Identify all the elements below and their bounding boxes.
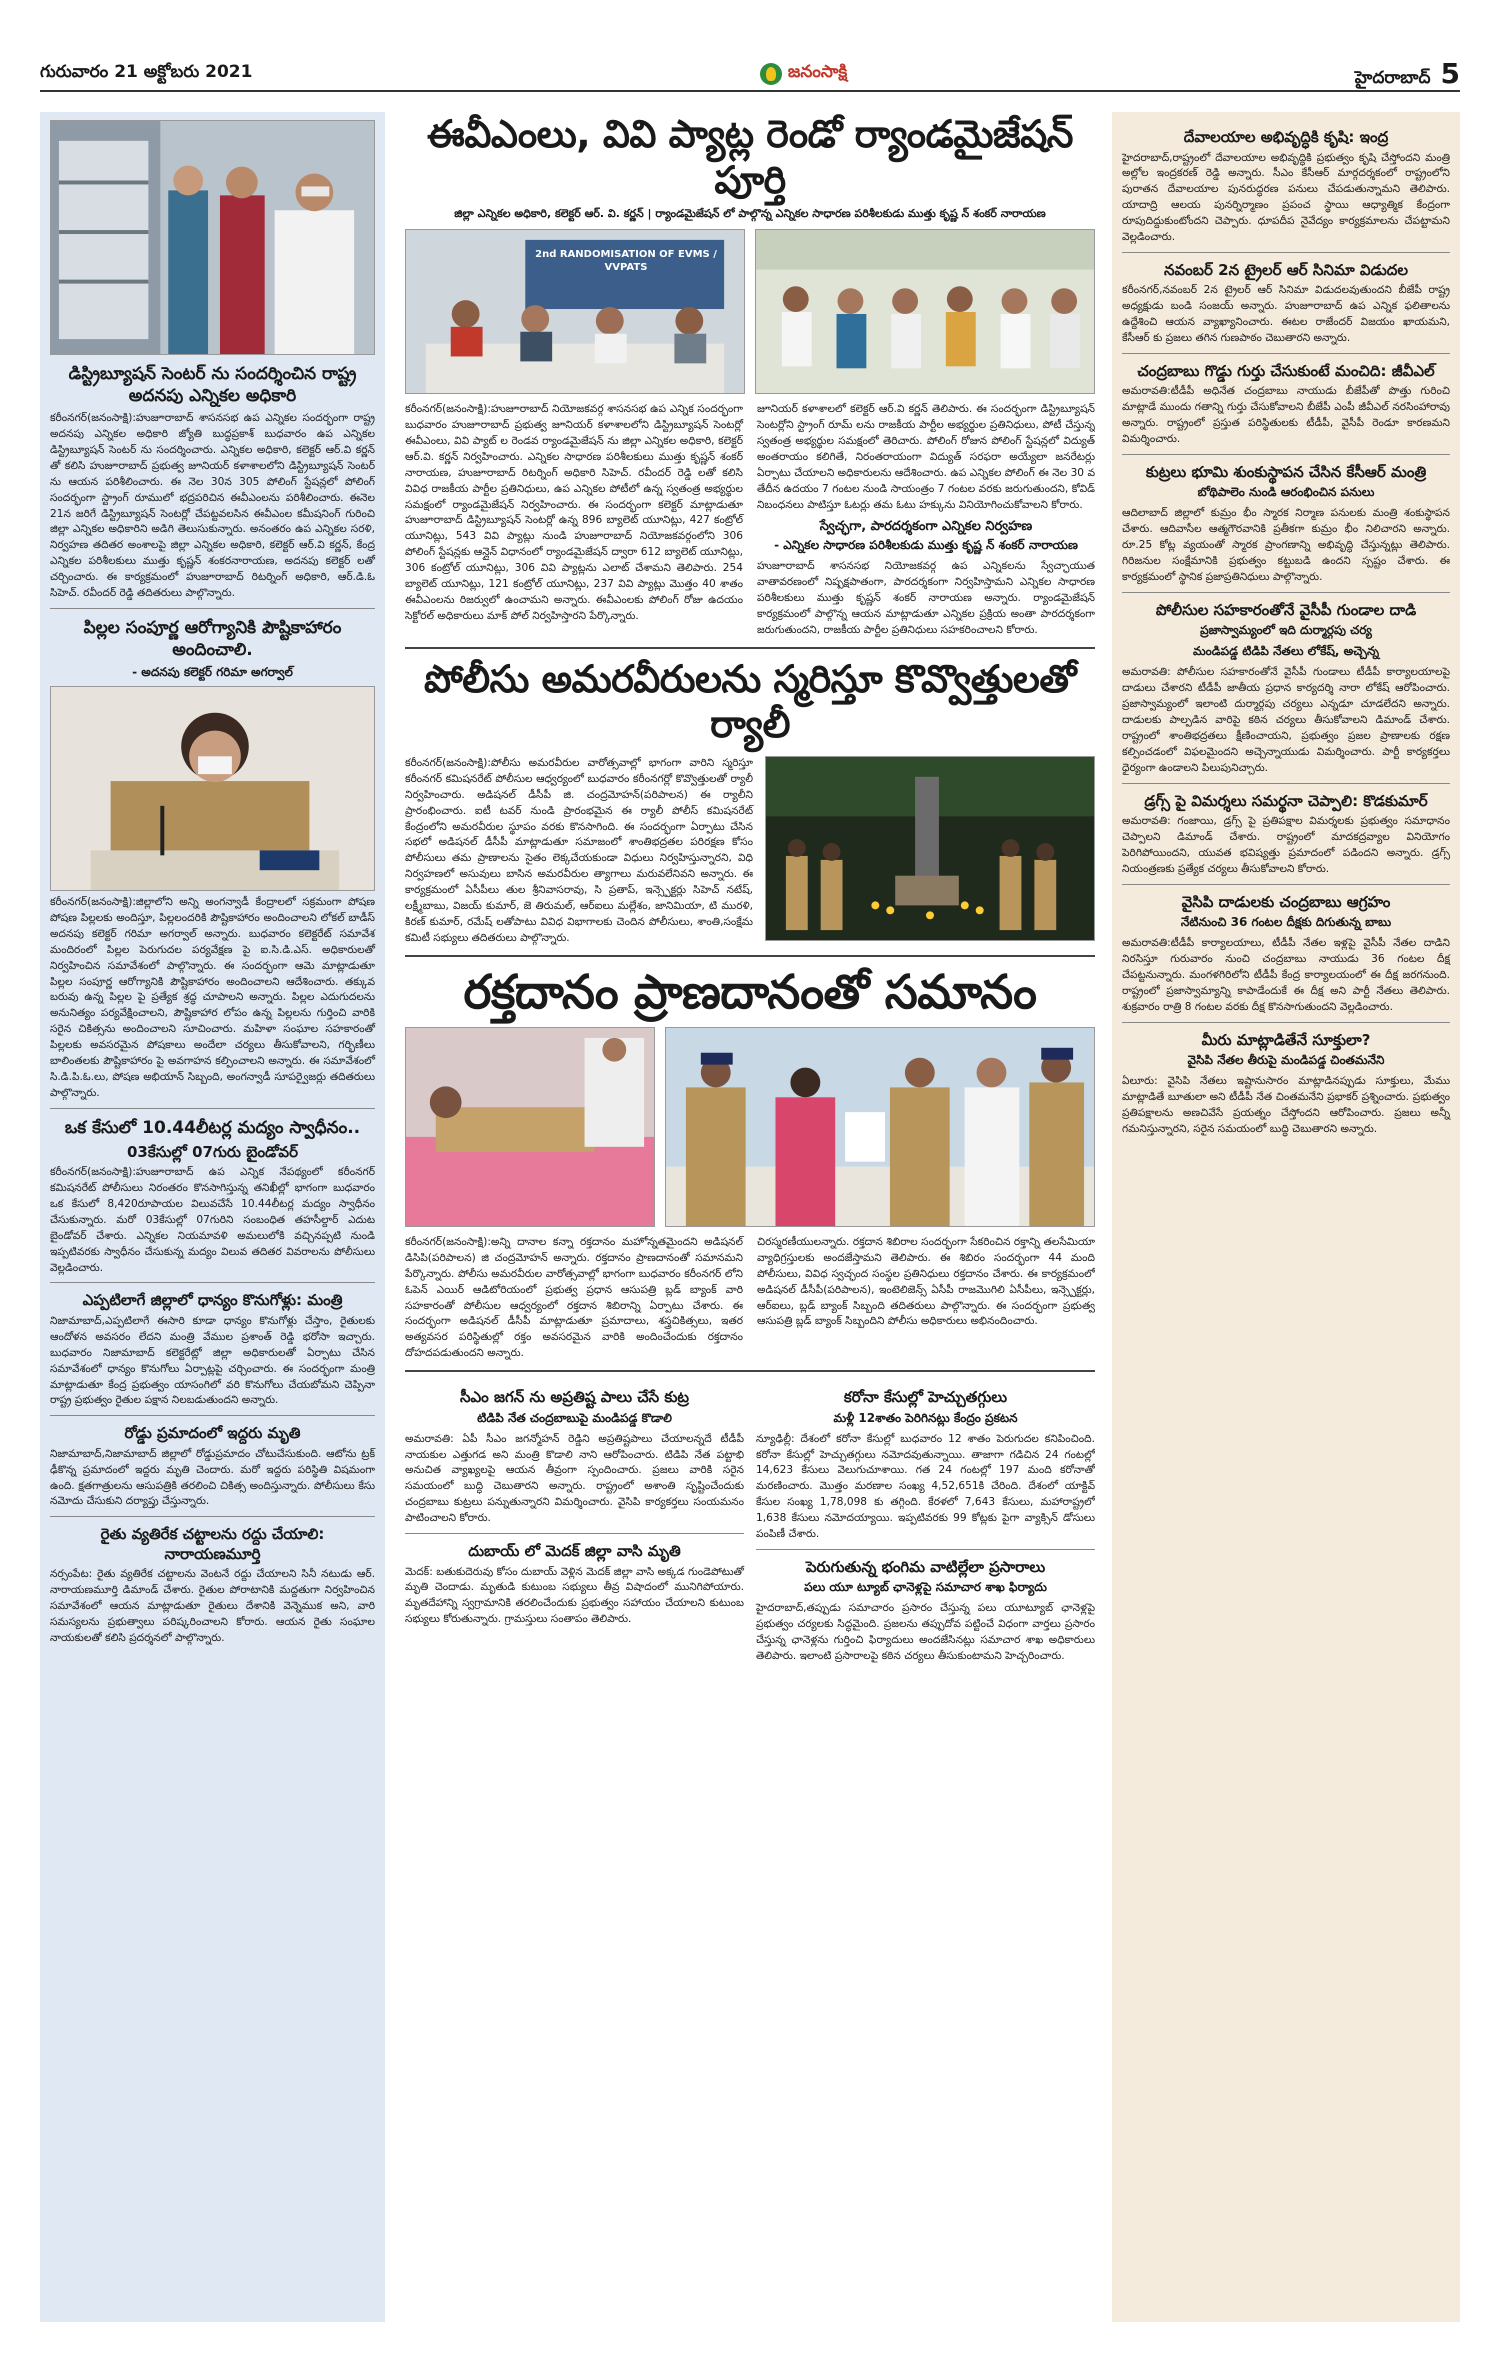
story-body: కరీంనగర్(జనంసాక్షి):జిల్లాలోని అన్ని అంగన్వాడీ కేంద్రాలలో సక్రమంగా పోషణ పోషణ పిల్లలకు అందిస్తూ, పిల్లలందరికి పౌష్టికాహారం అందించాలని లోకల్ బాడీస్ అదనపు కలెక్టర్ గరిమా అగర్వాల్ అన్నారు. బుధవారం కలెక్టరేట్ సమావేశ మందిరంలో పిల్లల పెరుగుదల పర్యవేక్షణ పై ఐ.సి.డి.ఎస్. అధికారులతో నిర్వహించిన సమావేశంలో పాల్గొన్నారు. ఈ సందర్భంగా ఆమె మాట్లాడుతూ పిల్లల సంపూర్ణ ఆరోగ్యానికి పౌష్టికాహారం అందించాలని ఆదేశించారు. తక్కువ బరువు ఉన్న పిల్లల పై ప్రత్యేక శ్రద్ధ చూపాలని అన్నారు. పిల్లల ఎదుగుదలను అనునిత్యం పర్యవేక్షించాలని, పౌష్టికాహార లోపం ఉన్న పిల్లలను గుర్తించి వారికి సరైన చికిత్సను అందించాలని సూచించారు. మహిళా సంఘాల సహకారంతో పిల్లలకు అవసరమైన పోషకాలు అందేలా చర్యలు తీసుకోవాలని, గర్భిణీలు బాలింతలకు పౌష్టికాహారం పై అవగాహన కల్పించాలని అన్నారు. ఈ సమావేశంలో సి.డి.పి.ఓ.లు, పోషణ అభియాన్ సిబ్బంది, అంగన్వాడీ సూపర్వైజర్లు తదితరులు పాల్గొన్నారు.: [50, 896, 375, 1099]
photo-randomisation-meeting: [405, 229, 745, 394]
candle-rally-story: [405, 756, 1095, 947]
right-column: [1112, 112, 1460, 2322]
story-body: అమరావతి:టీడీపీ కార్యాలయాలు, టీడీపీ నేతల ఇళ్లపై వైసీపీ నేతల దాడిని నిరసిస్తూ గురువారం నుంచి చంద్రబాబు నాయుడు 36 గంటల దీక్ష చేపట్టనున్నారు. మంగళగిరిలోని టీడీపీ కేంద్ర కార్యాలయంలో ఈ దీక్ష జరగనుంది. రాష్ట్రంలో ప్రజాస్వామ్యాన్ని కాపాడేందుకే ఈ దీక్ష అని పార్టీ నేతలు తెలిపారు. శుక్రవారం రాత్రి 8 గంటల వరకు దీక్ష కొనసాగుతుందని వెల్లడించారు.: [1122, 937, 1450, 1013]
story-headline: ఎప్పటిలాగే జిల్లాలో ధాన్యం కొనుగోళ్లు: మంత్రి: [82, 1291, 343, 1310]
story-body: హైదరాబాద్,రాష్ట్రంలో దేవాలయాల అభివృద్ధికి ప్రభుత్వం కృషి చేస్తోందని మంత్రి అల్లోల ఇంద్రకరణ్ రెడ్డి అన్నారు. సీఎం కేసీఆర్ మార్గదర్శకంలో రాష్ట్రంలోని పురాతన దేవాలయాల పునరుద్ధరణ పనులు చేపడుతున్నామని తెలిపారు. యాదాద్రి ఆలయ పునర్నిర్మాణం ప్రపంచ స్థాయి ఆధ్యాత్మిక కేంద్రంగా రూపుదిద్దుకుంటోందని చెప్పారు. ధూపదీప నైవేద్యం కార్యక్రమాలను చేపట్టామని వెల్లడించారు.: [1122, 151, 1450, 243]
divider: [50, 1415, 375, 1416]
story-headline: రక్తదానం ప్రాణదానంతో సమానం: [463, 964, 1037, 1020]
story-body: కరీంనగర్(జనంసాక్షి):అన్ని దానాల కన్నా రక్తదానం మహోన్నతమైందని అడిషనల్ డిసిపి(పరిపాలన) జి చంద్రమోహన్ అన్నారు. రక్తదానం ప్రాణదానంతో సమానమని పేర్కొన్నారు. పోలీసు అమరవీరుల వారోత్సవాల్లో భాగంగా బుధవారం కరీంనగర్ లోని ఓపెన్ ఎయిర్ ఆడిటోరియంలో ప్రభుత్వ ప్రధాన ఆసుపత్రి బ్లడ్ బ్యాంక్ వారి సహకారంతో పోలీసుల ఆధ్వర్యంలో రక్తదాన శిబిరాన్ని ఏర్పాటు చేశారు. ఈ సందర్భంగా అడిషనల్ డీసీపీ మాట్లాడుతూ ప్రమాదాలు, శస్త్రచికిత్సలు, ఇతర అత్యవసర పరిస్థితుల్లో రక్తం అవసరమైన వారికి అందించేందుకు రక్తదానం దోహదపడుతుందని అన్నారు.: [405, 1236, 743, 1360]
logo-text: జనంసాక్షి: [787, 62, 848, 82]
story-body: నిజామాబాద్,ఎప్పటిలాగే ఈసారి కూడా ధాన్యం కొనుగోళ్లు చేస్తాం, రైతులకు ఆందోళన అవసరం లేదని మంత్రి వేముల ప్రశాంత్ రెడ్డి భరోసా ఇచ్చారు. బుధవారం నిజామాబాద్ కలెక్టరేట్లో జిల్లా అధికారులతో ఏర్పాటు చేసిన సమావేశంలో ధాన్యం కొనుగోలు ఏర్పాట్లపై చర్చించారు. ఈ సందర్భంగా మంత్రి మాట్లాడుతూ కేంద్ర ప్రభుత్వం యాసంగిలో వరి కొనుగోలు చేయబోమని చెప్పినా రాష్ట్ర ప్రభుత్వం రైతుల పక్షాన నిలబడుతుందని అన్నారు.: [50, 1314, 375, 1407]
divider: [1122, 1022, 1450, 1023]
story-body: నిజామాబాద్,నిజామాబాద్ జిల్లాలో రోడ్డుప్రమాదం చోటుచేసుకుంది. ఆటోను ట్రక్ ఢీకొన్న ప్రమాదంలో ఇద్దరు మృతి చెందారు. మరో ఇద్దరు పరిస్థితి విషమంగా ఉంది. క్షతగాత్రులను ఆసుపత్రికి తరలించి చికిత్స అందిస్తున్నారు. పోలీసులు కేసు నమోదు చేసుకుని దర్యాప్తు చేస్తున్నారు.: [50, 1447, 375, 1508]
divider: [405, 1370, 1095, 1372]
story-body: న్యూఢిల్లీ: దేశంలో కరోనా కేసుల్లో బుధవారం 12 శాతం పెరుగుదల కనిపించింది. కరోనా కేసుల్లో హెచ్చుతగ్గులు నమోదవుతున్నాయి. తాజాగా గడిచిన 24 గంటల్లో 14,623 కేసులు వెలుగుచూశాయి. గత 24 గంటల్లో 197 మంది కరోనాతో మరణించారు. మొత్తం మరణాల సంఖ్య 4,52,651కి చేరింది. దేశంలో యాక్టివ్ కేసుల సంఖ్య 1,78,098 కు తగ్గింది. కేరళలో 7,643 కేసులు, మహారాష్ట్రలో 1,638 కేసులు నమోదయ్యాయి. ఇప్పటివరకు 99 కోట్లకు పైగా వ్యాక్సిన్ డోసులు పంపిణీ చేశారు.: [756, 1432, 1095, 1540]
story-subheadline: స్వేచ్ఛగా, పారదర్శకంగా ఎన్నికల నిర్వహణ: [819, 519, 1033, 535]
story-body: మెదక్: బతుకుదెరువు కోసం దుబాయ్ వెళ్లిన మెదక్ జిల్లా వాసి అక్కడ గుండెపోటుతో మృతి చెందాడు. మృతుడి కుటుంబ సభ్యులు తీవ్ర విషాదంలో మునిగిపోయారు. మృతదేహాన్ని స్వగ్రామానికి తరలించేందుకు ప్రభుత్వం సహాయం చేయాలని కుటుంబ సభ్యులు కోరుతున్నారు. గ్రామస్తులు సంతాపం తెలిపారు.: [405, 1565, 744, 1626]
left-column: [40, 112, 385, 2322]
lead-headline: ఈవీఎంలు, వివి ప్యాట్ల రెండో ర్యాండమైజేషన్ పూర్తి: [427, 112, 1073, 202]
story-body: హుజూరాబాద్ శాసనసభ నియోజకవర్గ ఉప ఎన్నికలను స్వేచ్ఛాయుత వాతావరణంలో నిష్పక్షపాతంగా, పారదర్శకంగా నిర్వహిస్తామని ఎన్నికల సాధారణ పరిశీలకులు ముత్తు కృష్ణన్ శంకర్ నారాయణ అన్నారు. ర్యాండమైజేషన్ కార్యక్రమంలో పాల్గొన్న ఆయన మాట్లాడుతూ ఎన్నికల ప్రక్రియ అంతా పారదర్శకంగా జరుగుతుందని, రాజకీయ పార్టీల ప్రతినిధులు సహకరించాలని కోరారు.: [757, 560, 1095, 636]
photo-blood-donor: [405, 1027, 655, 1227]
bottom-right-stories: [756, 1380, 1095, 1665]
divider: [1122, 252, 1450, 253]
story-body: జూనియర్ కళాశాలలో కలెక్టర్ ఆర్.వి కర్ణన్ తెలిపారు. ఈ సందర్భంగా డిస్ట్రిబ్యూషన్ సెంటర్లోని స్ట్రాంగ్ రూమ్ లను రాజకీయ పార్టీల అభ్యర్థుల ప్రతినిధులు, పోటీ చేస్తున్న స్వతంత్ర అభ్యర్థుల సమక్షంలో తెరిచారు. పోలింగ్ రోజున పోలింగ్ స్టేషన్లలో విద్యుత్ అంతరాయం కలిగితే, నిరంతరాయంగా విద్యుత్ సరఫరా అయ్యేలా జనరేటర్లు ఏర్పాటు చేయాలని అధికారులను ఆదేశించారు. ఉప ఎన్నికల పోలింగ్ ఈ నెల 30 వ తేదీన ఉదయం 7 గంటల నుండి సాయంత్రం 7 గంటల వరకు జరుగుతుందని, కోవిడ్ నిబంధనలు పాటిస్తూ ఓటర్లు తమ ఓటు హక్కును వినియోగించుకోవాలని కోరారు.: [757, 403, 1095, 511]
masthead: [40, 58, 1460, 92]
blood-donation-photos: [405, 1027, 1095, 1227]
story-headline: దేవాలయాల అభివృద్ధికి కృషి: ఇంద్ర: [1183, 128, 1389, 146]
story-body: అమరావతి: గంజాయి, డ్రగ్స్ పై ప్రతిపక్షాల విమర్శలకు ప్రభుత్వం సమాధానం చెప్పాలని డిమాండ్ చేశారు. రాష్ట్రంలో మాదకద్రవ్యాల వినియోగం పెరిగిపోయిందని, యువత భవిష్యత్తు ప్రమాదంలో పడిందని అన్నారు. డ్రగ్స్ నియంత్రణకు ప్రత్యేక చర్యలు తీసుకోవాలని కోరారు.: [1122, 815, 1450, 875]
story-headline: కుట్రలు భూమి శుంకుస్థాపన చేసిన కేసీఆర్ మంత్రి: [1145, 462, 1427, 481]
story-body: కరీంనగర్(జనంసాక్షి):పోలీసు అమరవీరుల వారోత్సవాల్లో భాగంగా వారిని స్మరిస్తూ కరీంనగర్ కమిషనరేట్ పోలీసుల ఆధ్వర్యంలో బుధవారం కరీంనగర్లో కొవ్వొత్తులతో ర్యాలీ నిర్వహించారు. అడిషనల్ డీసీపీ జి. చంద్రమోహన్(పరిపాలన) ఈ ర్యాలీని ప్రారంభించారు. ఐటీ టవర్ నుండి ప్రారంభమైన ఈ ర్యాలీ పోలీస్ కమిషనరేట్ కేంద్రంలోని అమరవీరుల స్థూపం వరకు కొనసాగింది. ఈ సందర్భంగా ఏర్పాటు చేసిన సభలో అడిషనల్ డీసీపీ మాట్లాడుతూ సమాజంలో శాంతిభద్రతల పరిరక్షణ కోసం పోలీసులు తమ ప్రాణాలను సైతం లెక్కచేయకుండా విధులు నిర్వహిస్తున్నారని, విధి నిర్వహణలో అసువులు బాసిన అమరవీరుల త్యాగాలు మరువలేనివని అన్నారు. ఈ కార్యక్రమంలో ఏసీపీలు తుల శ్రీనివాసరావు, సి ప్రతాప్, ఇన్స్పెక్టర్లు సిహెచ్ నటేష్, లక్ష్మీబాబు, విజయ్ కుమార్, జె తిరుమల్, ఆర్ఐలు మల్లేశం, జానిమియా, టి మురళి, కిరణ్ కుమార్, రమేష్ లతోపాటు వివిధ విభాగాలకు చెందిన పోలీసులు, శాంతి,సంక్షేమ కమిటీ సభ్యులు తదితరులు పాల్గొన్నారు.: [405, 756, 753, 944]
divider: [1122, 454, 1450, 455]
logo-icon: [760, 63, 782, 85]
divider: [50, 608, 375, 609]
story-headline: డ్రగ్స్ పై విమర్శలు సమర్థనా చెప్పాలి: కొడకుమార్: [1144, 791, 1428, 810]
story-headline: కరోనా కేసుల్లో హెచ్చుతగ్గులు: [843, 1388, 1008, 1407]
story-headline: నవంబర్ 2న ట్రైలర్ ఆర్ సినిమా విడుదల: [1163, 260, 1409, 279]
divider: [1122, 353, 1450, 354]
edition-city: హైదరాబాద్: [1354, 67, 1431, 88]
blood-donation-body: [405, 1235, 1095, 1362]
story-headline: పోలీసుల సహకారంతోనే వైసీపీ గుండాల దాడి: [1155, 600, 1417, 619]
story-headline: రోడ్డు ప్రమాదంలో ఇద్దరు మృతి: [124, 1424, 301, 1443]
story-body: హైదరాబాద్,తప్పుడు సమాచారం ప్రసారం చేస్తున్న పలు యూట్యూబ్ ఛానెళ్లపై ప్రభుత్వం చర్యలకు సిద్ధమైంది. ప్రజలను తప్పుదోవ పట్టించే విధంగా వార్తలు ప్రసారం చేస్తున్న ఛానెళ్లను గుర్తించి ఫిర్యాదులు అందజేసినట్లు సమాచార శాఖ అధికారులు తెలిపారు. ఇలాంటి ప్రసారాలపై కఠిన చర్యలు తీసుకుంటామని హెచ్చరించారు.: [756, 1602, 1095, 1663]
divider: [756, 1549, 1095, 1550]
story-byline: మండిపడ్డ టిడిపి నేతలు లోకేష్, అచ్చెన్న: [1192, 644, 1380, 659]
story-headline: పిల్లల సంపూర్ణ ఆరోగ్యానికి పౌష్టికాహారం అందించాలి.: [83, 617, 342, 660]
story-body: కరీంనగర్,నవంబర్ 2న ట్రైలర్ ఆర్ సినిమా విడుదలవుతుందని బీజేపీ రాష్ట్ర అధ్యక్షుడు బండి సంజయ్ అన్నారు. హుజూరాబాద్ ఉప ఎన్నిక ఫలితాలను ఉద్దేశించి ఆయన వ్యాఖ్యానించారు. ఈటల రాజేందర్ విజయం ఖాయమని, కేసీఆర్ కు ప్రజలు తగిన గుణపాఠం చెబుతారని అన్నారు.: [1122, 284, 1450, 345]
story-headline: మీరు మాట్లాడితేనే సూక్తులా?: [1201, 1030, 1371, 1049]
story-headline: డిస్ట్రిబ్యూషన్ సెంటర్ ను సందర్శించిన రాష్ట్ర అదనపు ఎన్నికల అధికారి: [68, 364, 357, 407]
story-headline: రైతు వ్యతిరేక చట్టాలను రద్దు చేయాలి: నారాయణమూర్తి: [100, 1525, 325, 1563]
story-headline: పెరుగుతున్న భంగిమ వాటిల్లేలా ప్రసారాలు: [805, 1557, 1046, 1576]
divider: [405, 955, 1095, 957]
lead-photos: [405, 229, 1095, 394]
story-body: ఆదిలాబాద్ జిల్లాలో కుమ్రం భీం స్మారక నిర్మాణ పనులకు మంత్రి శంకుస్థాపన చేశారు. ఆదివాసీల ఆత్మగౌరవానికి ప్రతీకగా కుమ్రం భీం నిలిచారని అన్నారు. రూ.25 కోట్ల వ్యయంతో స్మారక ప్రాంగణాన్ని అభివృద్ధి చేస్తున్నట్లు తెలిపారు. గిరిజనుల సంక్షేమానికి ప్రభుత్వం కట్టుబడి ఉందని స్పష్టం చేశారు. ఈ కార్యక్రమంలో స్థానిక ప్రజాప్రతినిధులు పాల్గొన్నారు.: [1122, 507, 1450, 584]
story-subheadline: పలు యూ ట్యూబ్ ఛానెళ్లపై సమాచార శాఖ ఫిర్యాదు: [804, 1580, 1047, 1595]
story-subheadline: మళ్లీ 12శాతం పెరిగినట్లు కేంద్రం ప్రకటన: [833, 1410, 1018, 1425]
photo-distribution-center: [50, 120, 375, 355]
story-body: అమరావతి: పోలీసుల సహకారంతోనే వైసీపీ గుండాలు టీడీపీ కార్యాలయాలపై దాడులు చేశారని టీడీపీ జాతీయ ప్రధాన కార్యదర్శి నారా లోకేష్ ఆరోపించారు. ప్రజాస్వామ్యంలో ఇలాంటి దుర్మార్గపు చర్యలు ఎన్నడూ చూడలేదని అన్నారు. దాడులకు పాల్పడిన వారిపై కఠిన చర్యలు తీసుకోవాలని డిమాండ్ చేశారు. రాష్ట్రంలో శాంతిభద్రతలు క్షీణించాయని, ప్రభుత్వం ప్రజల ప్రాణాలకు రక్షణ కల్పించడంలో విఫలమైందని అచ్చెన్నాయుడు విమర్శించారు. పార్టీ కార్యకర్తలు ధైర్యంగా ఉండాలని పిలుపునిచ్చారు.: [1122, 666, 1450, 774]
story-headline: పోలీసు అమరవీరులను స్మరిస్తూ కొవ్వొత్తులతో ర్యాలీ: [424, 656, 1076, 747]
divider: [405, 647, 1095, 649]
story-body: అమరావతి:టీడీపీ అధినేత చంద్రబాబు నాయుడు బీజేపీతో పొత్తు గురించి మాట్లాడే ముందు గతాన్ని గుర్తు చేసుకోవాలని బీజేపీ ఎంపీ జీవీఎల్ నరసింహారావు అన్నారు. రాష్ట్రంలో ప్రస్తుత పరిస్థితులకు టీడీపీ, వైసీపీ రెండూ కారణమని విమర్శించారు.: [1122, 385, 1450, 446]
divider: [1122, 783, 1450, 784]
page-number: 5: [1440, 56, 1460, 90]
story-subheadline: వైసిపి నేతల తీరుపై మండిపడ్డ చింతమనేని: [1187, 1053, 1385, 1068]
divider: [50, 1516, 375, 1517]
story-headline: సీఎం జగన్ ను అప్రతిష్ట పాలు చేసే కుట్ర: [459, 1388, 689, 1407]
newspaper-logo: [760, 62, 847, 86]
story-body: నర్సంపేట: రైతు వ్యతిరేక చట్టాలను వెంటనే రద్దు చేయాలని సినీ నటుడు ఆర్. నారాయణమూర్తి డిమాండ్ చేశారు. రైతుల పోరాటానికి మద్దతుగా నిర్వహించిన సమావేశంలో ఆయన మాట్లాడుతూ రైతులు దేశానికి వెన్నెముక అని, వారి సమస్యలను ప్రభుత్వాలు పరిష్కరించాలని కోరారు. ఆయన రైతు సంఘాల నాయకులతో కలిసి ప్రదర్శనలో పాల్గొన్నారు.: [50, 1568, 375, 1644]
story-body: కరీంనగర్(జనంసాక్షి):హుజూరాబాద్ ఉప ఎన్నిక నేపథ్యంలో కరీంనగర్ కమిషనరేట్ పోలీసులు నిరంతరం కొనసాగిస్తున్న తనిఖీల్లో భాగంగా బుధవారం ఒక కేసులో 8,420రూపాయల విలువచేసే 10.44లీటర్ల మద్యం స్వాధీనం చేసుకున్నారు. మరో 03కేసుల్లో 07గురిని సంబంధిత తహసీల్దార్ ఎదుట బైండోవర్ చేశారు. ఎన్నికల నియమావళి అమలులోకి వచ్చినప్పటి నుండి ఇప్పటివరకు స్వాధీనం చేసుకున్న మద్యం విలువ తదితర వివరాలను పోలీసులు వెల్లడించారు.: [50, 1166, 375, 1274]
story-subheadline: నేటినుంచి 36 గంటల దీక్షకు దిగుతున్న బాబు: [1180, 915, 1392, 930]
photo-party-representatives: [755, 229, 1095, 394]
story-body: అమరావతి: ఏపీ సీఎం జగన్మోహన్ రెడ్డిని అప్రతిష్టపాలు చేయాలన్నదే టీడీపీ నాయకుల ఎత్తుగడ అని మంత్రి కొడాలి నాని ఆరోపించారు. టిడిపి నేత పట్టాభి అనుచిత వ్యాఖ్యలపై ఆయన తీవ్రంగా స్పందించారు. ప్రజలు వారికి సరైన సమయంలో బుద్ధి చెబుతారని అన్నారు. రాష్ట్రంలో అశాంతి సృష్టించేందుకు చంద్రబాబు కుట్రలు పన్నుతున్నారని విమర్శించారు. వైసిపి కార్యకర్తలు సంయమనం పాటించాలని కోరారు.: [405, 1432, 744, 1525]
divider: [1122, 884, 1450, 885]
divider: [50, 1108, 375, 1109]
lead-story-right: [757, 402, 1095, 639]
story-body: కరీంనగర్(జనంసాక్షి):హుజూరాబాద్ శాసనసభ ఉప ఎన్నికల సందర్భంగా రాష్ట్ర అదనపు ఎన్నికల అధికారి జ్యోతి బుద్ధప్రకాశ్ బుధవారం ఉప ఎన్నికల డిస్ట్రిబ్యూషన్ సెంటర్ ను సందర్శించారు. ఎన్నికల అధికారి, కలెక్టర్ ఆర్.వి కర్ణన్ తో కలిసి హుజూరాబాద్ ప్రభుత్వ జూనియర్ కళాశాలలోని డిస్ట్రిబ్యూషన్ సెంటర్ ను ఆయన పరిశీలించారు. ఈ నెల 30న 305 పోలింగ్ స్టేషన్లలో పోలింగ్ సందర్భంగా స్ట్రాంగ్ రూములో భద్రపరిచిన ఈవీఎంలను పరిశీలించారు. ఈనెల 21న జరిగే డిస్ట్రిబ్యూషన్ సెంటర్లో చేపట్టవలసిన ఈవీఎంల కమీషనింగ్ గురించి జిల్లా ఎన్నికల అధికారిని అడిగి తెలుసుకున్నారు. అనంతరం ఉప ఎన్నికల సరళి, నిర్వహణ తదితర అంశాలపై జిల్లా ఎన్నికల అధికారి, కలెక్టర్ ఆర్.వి కర్ణన్, కేంద్ర ఎన్నికల పరిశీలకులు ముత్తు కృష్ణన్ శంకరనారాయణ, అదనపు కలెక్టర్ లతో చర్చించారు. ఈ కార్యక్రమంలో హుజూరాబాద్ రిటర్నింగ్ అధికారి, ఆర్.డి.ఓ సిహెచ్. రవీందర్ రెడ్డి తదితరులు పాల్గొన్నారు.: [50, 412, 375, 599]
story-byline: - ఎన్నికల సాధారణ పరిశీలకుడు ముత్తు కృష్ణ న్ శంకర్ నారాయణ: [774, 538, 1078, 553]
center-column: [405, 112, 1095, 2322]
story-headline: చంద్రబాబు గొడ్డు గుర్తు చేసుకుంటే మంచిది: జీవీఎల్: [1137, 361, 1435, 380]
bottom-stories: [405, 1380, 1095, 1665]
story-subheadline: టిడిపి నేత చంద్రబాబుపై మండిపడ్డ కొడాలి: [477, 1410, 672, 1425]
story-subheadline: ప్రజాస్వామ్యంలో ఇది దుర్మార్గపు చర్య: [1200, 623, 1372, 638]
story-body: చిరస్మరణీయులన్నారు. రక్తదాన శిబిరాల సందర్భంగా సేకరించిన రక్తాన్ని తలసేమియా వ్యాధిగ్రస్తులకు అందజేస్తామని తెలిపారు. ఈ శిబిరం సందర్భంగా 44 మంది పోలీసులు, వివిధ స్వచ్ఛంద సంస్థల ప్రతినిధులు రక్తదానం చేశారు. ఈ కార్యక్రమంలో అడిషనల్ డీసీపీ(పరిపాలన), ఇంటెలిజెన్స్ ఏసీపీ రాజమొగిలి ఏసీపీలు, ఇన్స్పెక్టర్లు, ఆర్ఐలు, బ్లడ్ బ్యాంక్ సిబ్బంది తదితరులు పాల్గొన్నారు. ఈ సందర్భంగా ప్రభుత్వ ఆసుపత్రి బ్లడ్ బ్యాంక్ సిబ్బందిని పోలీసు అధికారులు అభినందించారు.: [757, 1236, 1095, 1328]
story-body: కరీంనగర్(జనంసాక్షి):హుజూరాబాద్ నియోజకవర్గ శాసనసభ ఉప ఎన్నిక సందర్భంగా బుధవారం హుజూరాబాద్ ప్రభుత్వ జూనియర్ కళాశాలలోని డిస్ట్రిబ్యూషన్ సెంటర్లో ఈవీఎంలు, వివి ప్యాట్ ల రెండవ ర్యాండమైజేషన్ ను జిల్లా ఎన్నికల అధికారి, కలెక్టర్ ఆర్.వి. కర్ణన్ నిర్వహించారు. ఎన్నికల సాధారణ పరిశీలకులు ముత్తు కృష్ణన్ శంకర్ నారాయణ, హుజూరాబాద్ రిటర్నింగ్ అధికారి సిహెచ్. రవీందర్ రెడ్డి లతో కలిసి వివిధ రాజకీయ పార్టీల ప్రతినిధులు, ఉప ఎన్నికల పోటీలో ఉన్న స్వతంత్ర అభ్యర్థుల సమక్షంలో ర్యాండమైజేషన్ నిర్వహించారు. ఈ సందర్భంగా కలెక్టర్ మాట్లాడుతూ హుజూరాబాద్ డిస్ట్రిబ్యూషన్ సెంటర్లో ఉన్న 896 బ్యాలెట్ యూనిట్లు, 427 కంట్రోల్ యూనిట్లు, 543 వివి ప్యాట్లు నుండి హుజూరాబాద్ నియోజకవర్గంలోని 306 పోలింగ్ స్టేషన్లకు ఆన్లైన్ విధానంలో ర్యాండమైజేషన్ ద్వారా 612 బ్యాలెట్ యూనిట్లు, 306 కంట్రోల్ యూనిట్లు, 306 వివి ప్యాట్లను ఎలాట్ చేశామని తెలిపారు. 254 బ్యాలెట్ యూనిట్లు, 121 కంట్రోల్ యూనిట్లు, 237 వివి ప్యాట్లు మొత్తం 40 శాతం ఈవీఎంలను రిజర్వులో ఉంచామని అన్నారు. ఈవీఎంలకు పోలింగ్ రోజు ఉదయం సెక్టోరల్ అధికారులు మాక్ పోల్ నిర్వహిస్తారని పేర్కొన్నారు.: [405, 403, 743, 622]
issue-date: గురువారం 21 అక్టోబరు 2021: [40, 62, 253, 82]
divider: [405, 1533, 744, 1534]
bottom-left-stories: [405, 1380, 744, 1665]
story-headline: ఒక కేసులో 10.44లీటర్ల మద్యం స్వాధీనం..: [64, 1117, 361, 1138]
masthead-right: [1355, 57, 1460, 92]
story-body: ఏలూరు: వైసిపి నేతలు ఇష్టానుసారం మాట్లాడినప్పుడు సూక్తులు, మేము మాట్లాడితే బూతులా అని టీడీపీ నేత చింతమనేని ప్రభాకర్ ప్రశ్నించారు. ప్రభుత్వం ప్రతిపక్షాలను అణచివేసే ప్రయత్నం చేస్తోందని ఆరోపించారు. ప్రజలు అన్నీ గమనిస్తున్నారని, సరైన సమయంలో బుద్ధి చెబుతారని అన్నారు.: [1122, 1075, 1450, 1135]
photo-additional-collector: [50, 686, 375, 891]
lead-story-body: [405, 402, 1095, 639]
divider: [50, 1282, 375, 1283]
story-byline: - అదనపు కలెక్టర్ గరిమా అగర్వాల్: [132, 665, 293, 680]
divider: [1122, 592, 1450, 593]
story-subheadline: 03కేసుల్లో 07గురు బైండోవర్: [127, 1142, 298, 1161]
story-headline: వైసిపి దాడులకు చంద్రబాబు ఆగ్రహం: [1181, 892, 1391, 911]
story-subheadline: బోథిపాలెం నుండి ఆరంభించిన పనులు: [1197, 485, 1375, 500]
photo-caption: జిల్లా ఎన్నికల అధికారి, కలెక్టర్ ఆర్. వి. కర్ణన్ | ర్యాండమైజేషన్ లో పాల్గొన్న ఎన్నికల సాధారణ పరిశీలకుడు ముత్తు కృష్ణ న్ శంకర్ నారాయణ: [454, 207, 1046, 221]
photo-certificate-presentation: [665, 1027, 1095, 1227]
photo-banner-text: 2nd RANDOMISATION OF EVMS / VVPATS: [535, 249, 717, 274]
photo-candle-rally: [765, 756, 1095, 941]
story-headline: దుబాయ్ లో మెదక్ జిల్లా వాసి మృతి: [468, 1542, 681, 1560]
